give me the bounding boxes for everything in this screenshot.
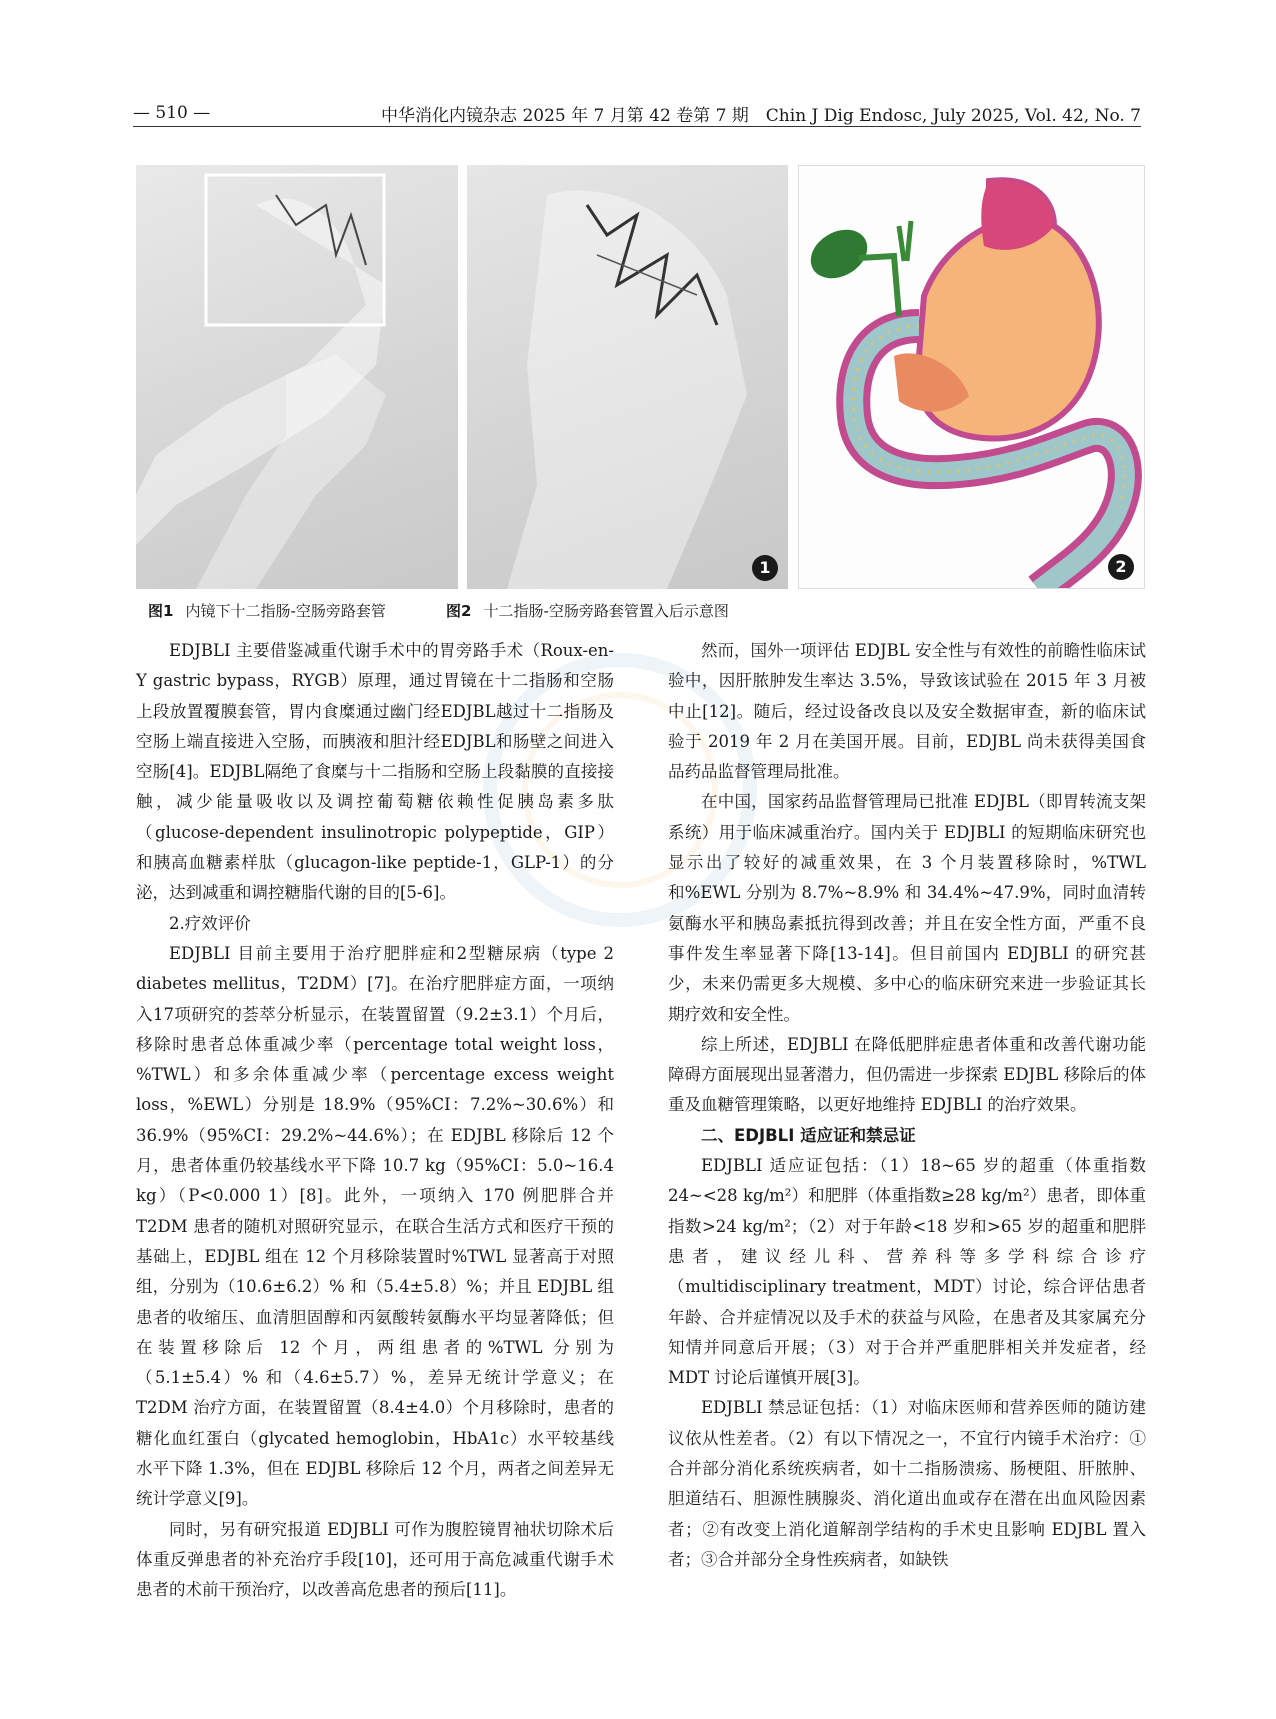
right-paragraph-4: EDJBLI 适应证包括：（1）18~65 岁的超重（体重指数 24~<28 kg/m²）和肥胖（体重指数≥28 kg/m²）患者，即体重指数>24 kg/m²；（2）对于年龄<18 岁和>65 岁的超重和肥胖患者，建议经儿科、营养科等多学科综合诊疗（multidisciplinary treatment，MDT）讨论，综合评估患者年龄、合并症情况以及手术的获益与风险，在患者及其家属充分知情并同意后开展；（3）对于合并严重肥胖相关并发症者，经 MDT 讨论后谨慎开展[3]。 bbox=[668, 1156, 1146, 1388]
header-rule bbox=[133, 126, 1141, 127]
page-header-journal: 中华消化内镜杂志 2025 年 7 月第 42 卷第 7 期 Chin J Dig Endosc, July 2025, Vol. 42, No. 7 bbox=[381, 106, 1141, 126]
figure-1-photo-overview bbox=[136, 165, 458, 589]
right-text-column bbox=[668, 636, 1146, 1575]
section-heading-indications: 二、EDJBLI 适应证和禁忌证 bbox=[701, 1125, 916, 1145]
figure-badge-1: 1 bbox=[752, 555, 778, 581]
stomach-duodenum-illustration bbox=[799, 166, 1145, 589]
left-text-column bbox=[136, 636, 614, 1606]
figure-badge-2: 2 bbox=[1108, 554, 1134, 580]
figure-2-caption bbox=[446, 600, 729, 621]
figure-1-caption-label: 图1 bbox=[148, 602, 174, 620]
right-paragraph-2: 在中国，国家药品监督管理局已批准 EDJBL（即胃转流支架系统）用于临床减重治疗。国内关于 EDJBLI 的短期临床研究也显示出了较好的减重效果，在 3 个月装置移除时，%TWL 和%EWL 分别为 8.7%~8.9% 和 34.4%~47.9%，同时血清转氨酶水平和胰岛素抵抗得到改善；并且在安全性方面，严重不良事件发生率显著下降[13-14]。但目前国内 EDJBLI 的研究甚少，未来仍需更多大规模、多中心的临床研究来进一步验证其长期疗效和安全性。 bbox=[668, 792, 1146, 1024]
figure-2-anatomy-diagram bbox=[798, 165, 1145, 589]
figure-1-caption bbox=[148, 600, 386, 621]
right-paragraph-1: 然而，国外一项评估 EDJBL 安全性与有效性的前瞻性临床试验中，因肝脓肿发生率达 3.5%，导致该试验在 2015 年 3 月被中止[12]。随后，经过设备改良以及安全数据审查，新的临床试验于 2019 年 2 月在美国开展。目前，EDJBL 尚未获得美国食品药品监督管理局批准。 bbox=[668, 641, 1146, 782]
figure-2-caption-text: 十二指肠-空肠旁路套管置入后示意图 bbox=[483, 602, 729, 620]
left-paragraph-1: EDJBLI 主要借鉴减重代谢手术中的胃旁路手术（Roux-en-Y gastric bypass，RYGB）原理，通过胃镜在十二指肠和空肠上段放置覆膜套管，胃内食糜通过幽门经EDJBL越过十二指肠及空肠上端直接进入空肠，而胰液和胆汁经EDJBL和肠壁之间进入空肠[4]。EDJBL隔绝了食糜与十二指肠和空肠上段黏膜的直接接触，减少能量吸收以及调控葡萄糖依赖性促胰岛素多肽（glucose-dependent insulinotropic polypeptide，GIP）和胰高血糖素样肽（glucagon-like peptide-1，GLP-1）的分泌，达到减重和调控糖脂代谢的目的[5-6]。 bbox=[136, 641, 614, 903]
page-header-left: — 510 — bbox=[133, 103, 211, 123]
figure-1-photo-zoom bbox=[467, 165, 788, 589]
figure-1-caption-text: 内镜下十二指肠-空肠旁路套管 bbox=[185, 602, 386, 620]
sleeve-photo-illustration bbox=[136, 165, 458, 589]
left-paragraph-2: EDJBLI 目前主要用于治疗肥胖症和2型糖尿病（type 2 diabetes mellitus，T2DM）[7]。在治疗肥胖症方面，一项纳入17项研究的荟萃分析显示，在装置留置（9.2±3.1）个月后，移除时患者总体重减少率（percentage total weight loss，%TWL）和多余体重减少率（percentage excess weight loss，%EWL）分别是 18.9%（95%CI：7.2%~30.6%）和 36.9%（95%CI：29.2%~44.6%）；在 EDJBL 移除后 12 个月，患者体重仍较基线水平下降 10.7 kg（95%CI：5.0~16.4 kg）（P<0.000 1）[8]。此外，一项纳入 170 例肥胖合并 T2DM 患者的随机对照研究显示，在联合生活方式和医疗干预的基础上，EDJBL 组在 12 个月移除装置时%TWL 显著高于对照组，分别为（10.6±6.2）% 和（5.4±5.8）%；并且 EDJBL 组患者的收缩压、血清胆固醇和丙氨酸转氨酶水平均显著降低；但在装置移除后 12 个月，两组患者的%TWL 分别为（5.1±5.4）% 和（4.6±5.7）%，差异无统计学意义；在 T2DM 治疗方面，在装置留置（8.4±4.0）个月移除时，患者的糖化血红蛋白（glycated hemoglobin，HbA1c）水平较基线水平下降 1.3%，但在 EDJBL 移除后 12 个月，两者之间差异无统计学意义[9]。 bbox=[136, 943, 614, 1509]
figure-2-caption-label: 图2 bbox=[446, 602, 472, 620]
right-paragraph-3: 综上所述，EDJBLI 在降低肥胖症患者体重和改善代谢功能障碍方面展现出显著潜力，但仍需进一步探索 EDJBL 移除后的体重及血糖管理策略，以更好地维持 EDJBLI 的治疗效果。 bbox=[668, 1034, 1146, 1115]
sleeve-zoom-illustration bbox=[467, 165, 788, 589]
left-paragraph-3: 同时，另有研究报道 EDJBLI 可作为腹腔镜胃袖状切除术后体重反弹患者的补充治疗手段[10]，还可用于高危减重代谢手术患者的术前干预治疗，以改善高危患者的预后[11]。 bbox=[136, 1519, 614, 1600]
right-paragraph-5: EDJBLI 禁忌证包括：（1）对临床医师和营养医师的随访建议依从性差者。（2）有以下情况之一，不宜行内镜手术治疗：①合并部分消化系统疾病者，如十二指肠溃疡、肠梗阻、肝脓肿、胆道结石、胆源性胰腺炎、消化道出血或存在潜在出血风险因素者；②有改变上消化道解剖学结构的手术史且影响 EDJBL 置入者；③合并部分全身性疾病者，如缺铁 bbox=[668, 1398, 1146, 1569]
section-heading-efficacy: 2.疗效评价 bbox=[169, 913, 251, 933]
